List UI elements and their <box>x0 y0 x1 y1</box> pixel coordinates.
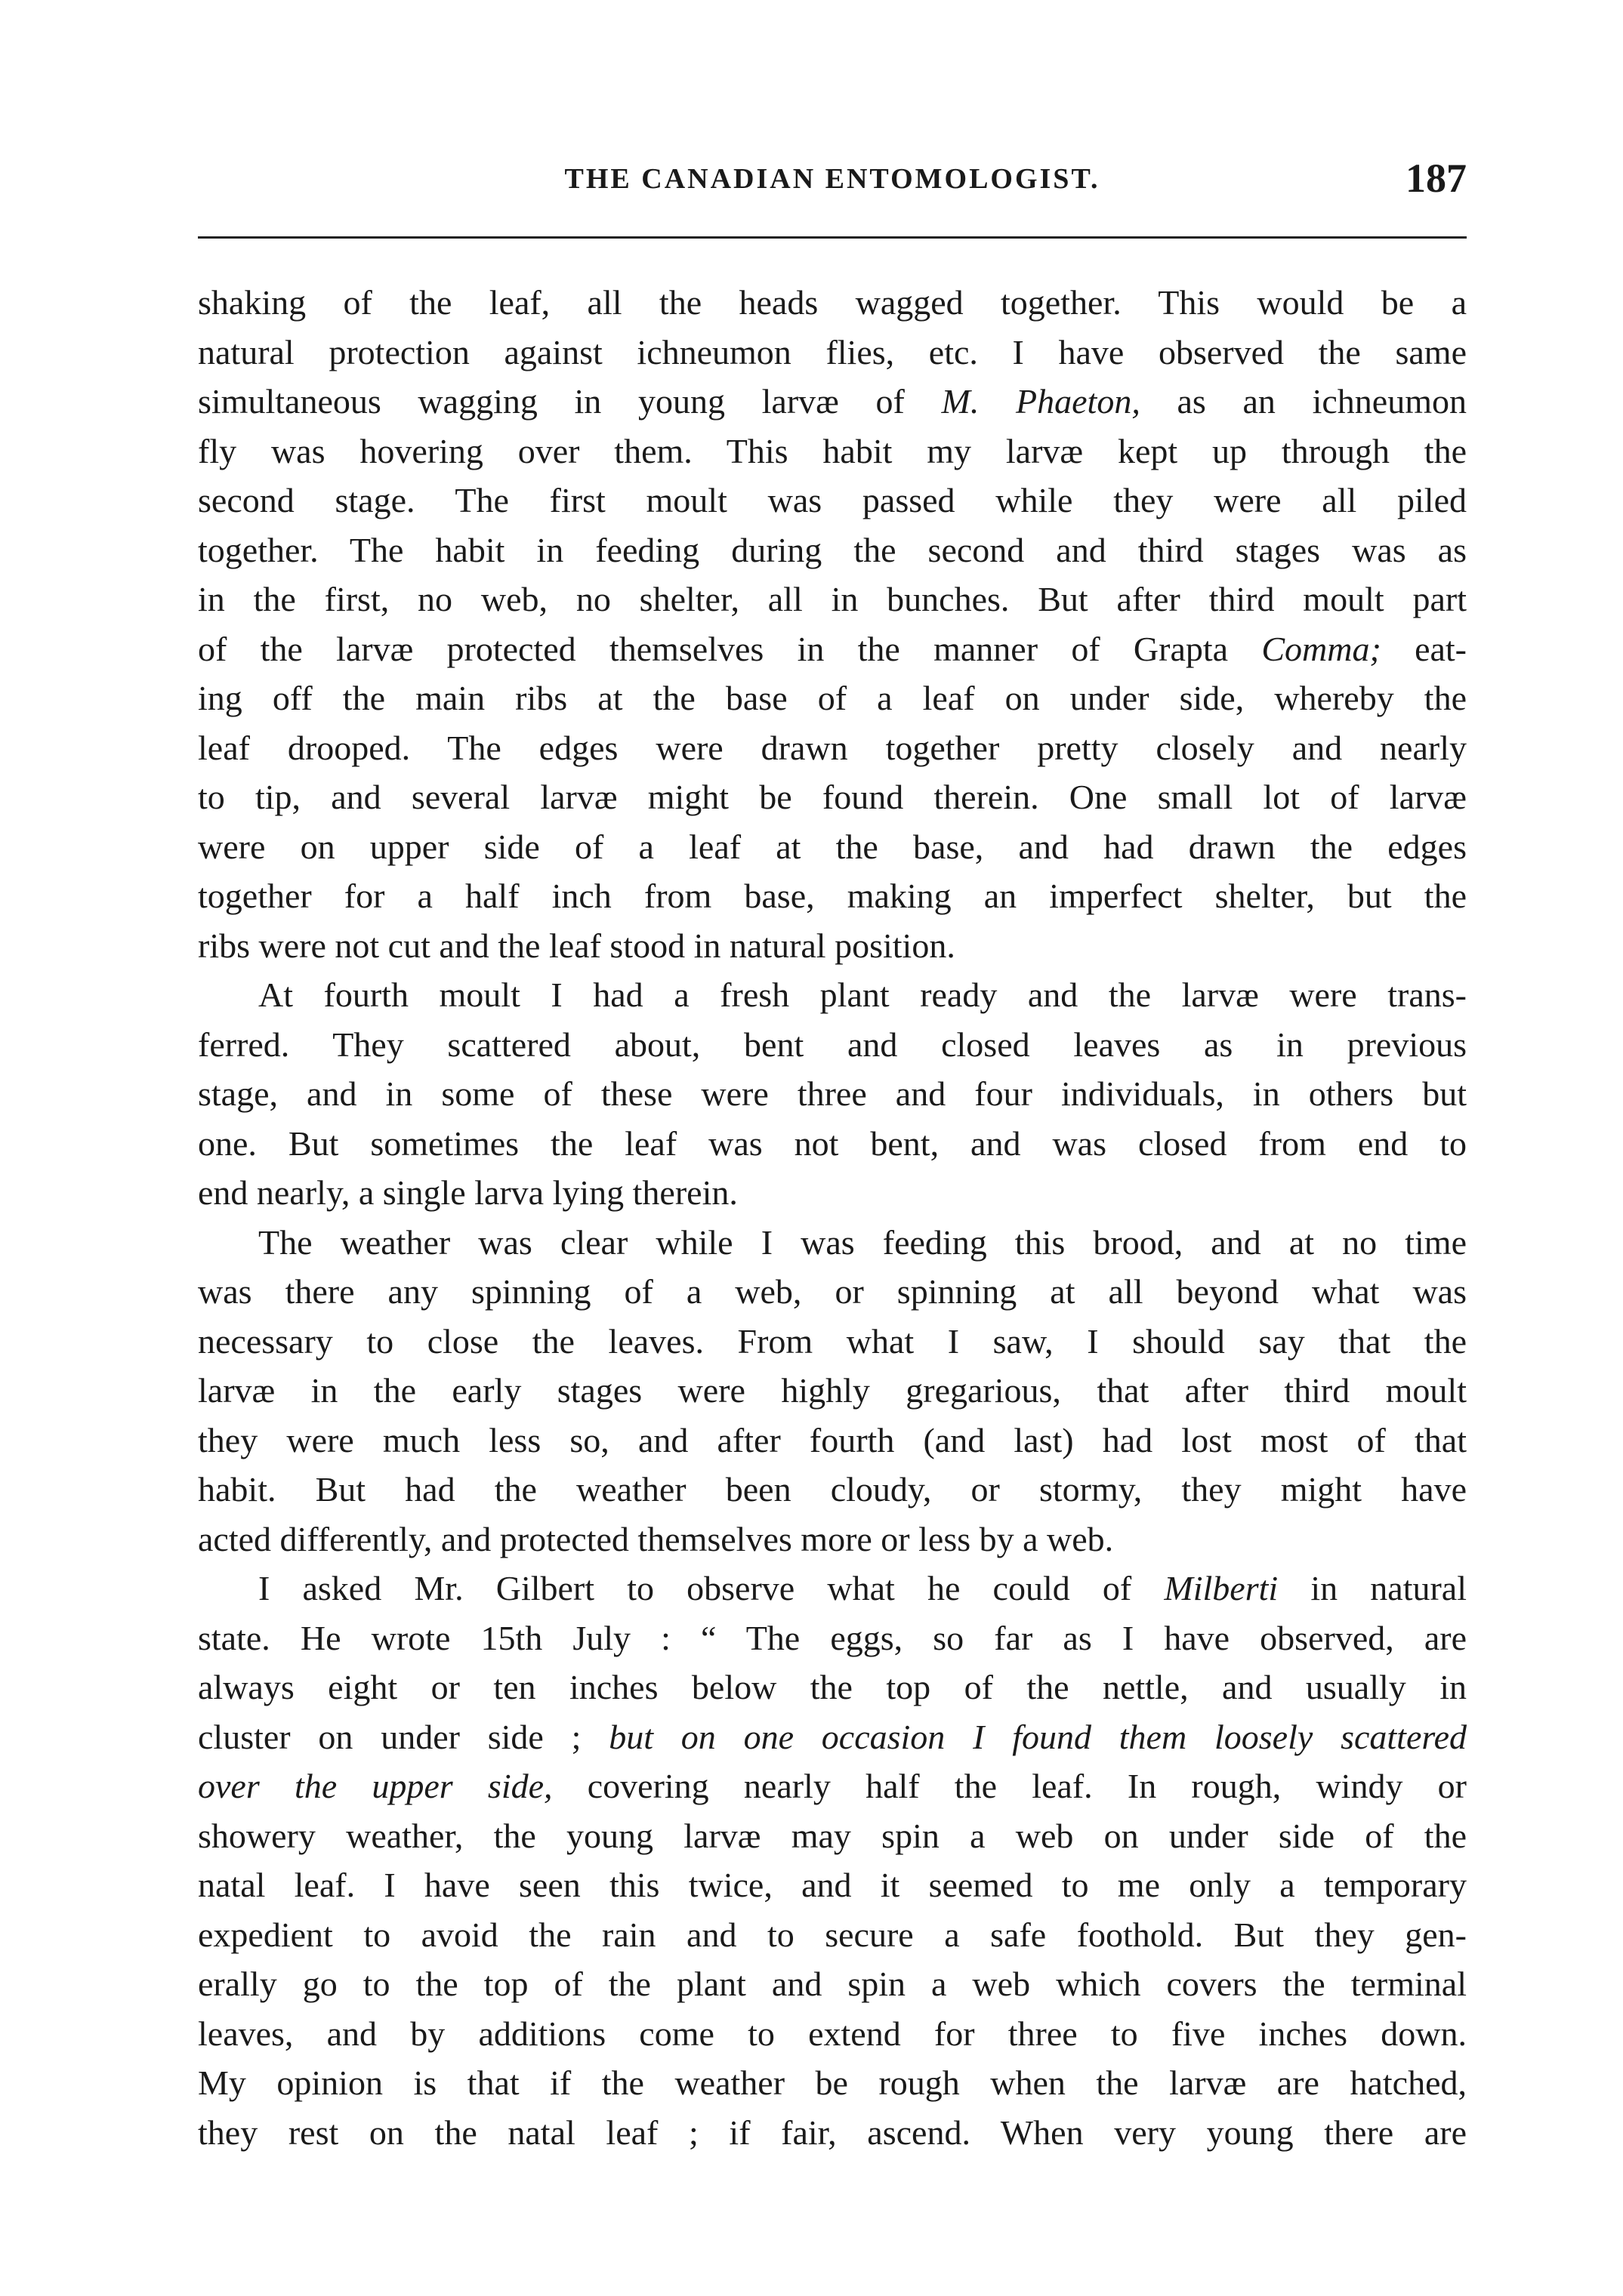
text-line <box>198 970 1467 1020</box>
running-title: THE CANADIAN ENTOMOLOGIST. <box>564 163 1100 195</box>
text-segment: necessary to close the leaves. From what I saw, I should say that the <box>198 1321 1467 1361</box>
text-segment: state. He wrote 15th July : “ The eggs, so far as I have observed, are <box>198 1618 1467 1657</box>
text-segment: acted differently, and protected themselves more or less by a web. <box>198 1519 1114 1558</box>
text-segment: as an ichneumon <box>1140 382 1467 421</box>
text-line <box>198 377 1467 427</box>
text-line <box>198 1761 1467 1811</box>
text-segment: they were much less so, and after fourth (and last) had lost most of that <box>198 1420 1467 1459</box>
text-line <box>198 1416 1467 1465</box>
text-line <box>198 624 1467 674</box>
text-line <box>198 921 1467 971</box>
text-segment: ferred. They scattered about, bent and closed leaves as in previous <box>198 1025 1467 1064</box>
text-segment: The weather was clear while I was feeding this brood, and at no time <box>258 1222 1467 1262</box>
text-segment: larvæ in the early stages were highly gregarious, that after third moult <box>198 1371 1467 1410</box>
text-line <box>198 822 1467 872</box>
text-line <box>198 525 1467 575</box>
text-line <box>198 673 1467 723</box>
body-text <box>198 278 1467 2157</box>
text-segment: in natural <box>1278 1569 1467 1607</box>
text-segment: cluster on under side ; <box>198 1717 609 1756</box>
text-line <box>198 1267 1467 1317</box>
italic-text: but on one occasion I found them loosely scattered <box>609 1717 1467 1756</box>
text-segment: fly was hovering over them. This habit my larvæ kept up through the <box>198 431 1467 470</box>
text-segment: simultaneous wagging in young larvæ of <box>198 382 942 421</box>
text-line <box>198 1020 1467 1070</box>
text-segment: At fourth moult I had a fresh plant ready and the larvæ were trans- <box>258 975 1467 1014</box>
text-line <box>198 1811 1467 1861</box>
text-line <box>198 1168 1467 1218</box>
text-line <box>198 1663 1467 1712</box>
text-line <box>198 1712 1467 1762</box>
page-number: 187 <box>1405 156 1467 201</box>
text-segment: shaking of the leaf, all the heads wagged together. This would be a <box>198 283 1467 322</box>
text-segment: natal leaf. I have seen this twice, and it seemed to me only a temporary <box>198 1866 1467 1904</box>
text-line <box>198 1860 1467 1910</box>
text-segment: were on upper side of a leaf at the base, and had drawn the edges <box>198 827 1467 866</box>
text-line <box>198 723 1467 773</box>
text-segment: together. The habit in feeding during the second and third stages was as <box>198 530 1467 569</box>
text-line <box>198 1564 1467 1613</box>
italic-text: over the upper side, <box>198 1767 553 1805</box>
text-segment: one. But sometimes the leaf was not bent, and was closed from end to <box>198 1123 1467 1163</box>
text-line <box>198 1366 1467 1416</box>
text-segment: expedient to avoid the rain and to secure a safe foothold. But they gen- <box>198 1915 1467 1954</box>
text-line <box>198 476 1467 525</box>
text-segment: My opinion is that if the weather be rough when the larvæ are hatched, <box>198 2063 1467 2102</box>
text-line <box>198 278 1467 328</box>
text-line <box>198 1119 1467 1169</box>
italic-text: Milberti <box>1164 1569 1279 1607</box>
text-segment: was there any spinning of a web, or spinning at all beyond what was <box>198 1272 1467 1311</box>
text-line <box>198 1959 1467 2009</box>
text-segment: habit. But had the weather been cloudy, or stormy, they might have <box>198 1470 1467 1509</box>
text-line <box>198 2058 1467 2108</box>
text-line <box>198 1515 1467 1564</box>
text-line <box>198 772 1467 822</box>
text-line <box>198 1069 1467 1119</box>
text-segment: second stage. The first moult was passed while they were all piled <box>198 481 1467 519</box>
italic-text: M. Phaeton, <box>941 382 1140 421</box>
text-line <box>198 575 1467 624</box>
text-segment: I asked Mr. Gilbert to observe what he could of <box>258 1569 1165 1607</box>
text-segment: together for a half inch from base, making an imperfect shelter, but the <box>198 877 1467 915</box>
text-segment: eat- <box>1381 629 1467 668</box>
text-line <box>198 1317 1467 1367</box>
text-line <box>198 2009 1467 2059</box>
text-segment: in the first, no web, no shelter, all in bunches. But after third moult part <box>198 580 1467 618</box>
text-segment: ribs were not cut and the leaf stood in natural position. <box>198 926 955 965</box>
text-line <box>198 1218 1467 1268</box>
text-segment: of the larvæ protected themselves in the manner of Grapta <box>198 629 1262 668</box>
text-segment: natural protection against ichneumon flies, etc. I have observed the same <box>198 332 1467 371</box>
page-header <box>198 155 1467 208</box>
text-segment: always eight or ten inches below the top of the nettle, and usually in <box>198 1668 1467 1706</box>
text-segment: end nearly, a single larva lying therein. <box>198 1173 738 1212</box>
text-line <box>198 1465 1467 1515</box>
text-line <box>198 1910 1467 1960</box>
header-rule <box>198 236 1467 239</box>
text-line <box>198 871 1467 921</box>
text-segment: to tip, and several larvæ might be found therein. One small lot of larvæ <box>198 778 1467 816</box>
text-segment: showery weather, the young larvæ may spin a web on under side of the <box>198 1816 1467 1855</box>
text-line <box>198 2108 1467 2158</box>
text-segment: covering nearly half the leaf. In rough, windy or <box>552 1767 1467 1805</box>
text-segment: erally go to the top of the plant and spin a web which covers the terminal <box>198 1965 1467 2003</box>
text-segment: ing off the main ribs at the base of a leaf on under side, whereby the <box>198 679 1467 717</box>
text-segment: leaf drooped. The edges were drawn together pretty closely and nearly <box>198 728 1467 767</box>
text-segment: leaves, and by additions come to extend for three to five inches down. <box>198 2014 1467 2053</box>
text-line <box>198 427 1467 476</box>
text-line <box>198 328 1467 378</box>
text-segment: stage, and in some of these were three and four individuals, in others but <box>198 1074 1467 1113</box>
text-segment: they rest on the natal leaf ; if fair, ascend. When very young there are <box>198 2113 1467 2152</box>
italic-text: Comma; <box>1261 629 1381 668</box>
text-line <box>198 1613 1467 1663</box>
